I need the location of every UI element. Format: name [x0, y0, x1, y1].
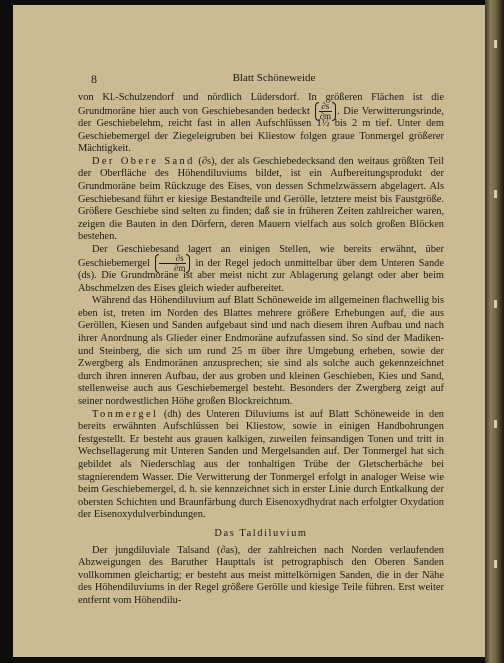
paragraph-text: (dh) des Unteren Diluviums ist auf Blatt Schöneweide in den bereits erwähnten Aufschlüssen bei Kliestow, sowie in einigen Handbohrungen festgestellt. Er besteht aus grauen kalkigen, zuweilen feinsandigen Tonen und tritt in Wechsellagerung mit Unteren Sanden und Mergelsanden auf. Der Tonmergel hat sich gebildet als Niederschlag aus der tonhaltigen Trübe der Gletscherbäche bei stagnierendem Wasser. Die Verwitterung der Tonmergel erfolgt in analoger Weise wie beim Geschiebemergel, d. h. sie kennzeichnet sich in erster Linie durch Entkalkung der obersten Schichten und Braunfärbung durch Eisenoxydhydrat nach erfolgter Oxydation der Eisenoxydulverbindungen.: [78, 408, 444, 521]
binding-stitch: [494, 560, 497, 568]
paragraph-oberer-sand: [78, 156, 444, 244]
fraction-numerator: ∂s: [159, 254, 186, 264]
binding-stitch: [494, 40, 497, 48]
fraction-symbol: [155, 254, 190, 273]
paragraph-text: . Die Verwitterungsrinde, der Geschiebelehm, reicht fast in allen Aufschlüssen 1½ bis 2 m tief. Unter dem Geschiebemergel der Ziegeleigruben bei Kliestow folgen graue Tonmergel größerer Mächtigkeit.: [78, 105, 445, 155]
paragraph-text: in der Regel jedoch unmittelbar über dem Unteren Sande (ds). Die Grundmoräne ist aber meist nicht zur Ablagerung gelangt oder aber beim Abschmelzen des Eises gleich wieder aufbereitet.: [78, 257, 444, 294]
fraction-denominator: ∂m: [319, 110, 332, 121]
paragraph-geschiebesand: [78, 244, 444, 295]
body-text: [78, 92, 444, 608]
page-number: 8: [91, 72, 97, 86]
paragraph-tonmergel: [78, 409, 444, 522]
running-title: Blatt Schöneweide: [232, 72, 316, 84]
paragraph-talsand: [78, 545, 444, 608]
paragraph-text: Während das Höhendiluvium auf Blatt Schöneweide im allgemeinen flachwellig bis eben ist, treten im Norden des Blattes mehrere größere Erhebungen auf, die aus Geröllen, Kiesen und Sanden aufgebaut sind und nach diesem ihren Aufbau und nach ihrer Anordnung als Glieder einer Endmoräne aufzufassen sind. So sind der Madiken- und Steinberg, die sich um rund 25 m über ihre Umgebung erheben, sowie der Zwergberg als Endmoränen anzusprechen; sie sind als solche auch gekennzeichnet durch ihren inneren Aufbau, der aus groben und kleinen Geschieben, Kies und Sand, stellenweise auch aus Geschiebemergel besteht. Besonders der Zwergberg zeigt auf seiner nordwestlichen Höhe großen Blockreichtum.: [78, 295, 444, 408]
binding-stitch: [494, 420, 497, 428]
page-header: [91, 72, 457, 86]
fraction-symbol: [315, 102, 336, 121]
paragraph-text: von Kl.-Schulzendorf und nördlich Lüdersdorf. In größeren Flächen ist die Grundmoräne hier auch von Geschiebesanden bedeckt: [78, 92, 444, 117]
paragraph-text: (∂s), der als Geschiebedecksand den weitaus größten Teil der Oberfläche des Höhendiluviums bildet, ist ein Aufbereitungsprodukt der Grundmoräne beim Rückzuge des Eises, von dessen Schmelzwässern abgelagert. Als Geschiebesand führt er kiesige Bestandteile und Gerölle, letztere meist bis Faustgröße. Größere Geschiebe sind selten zu finden; daß sie in früheren Zeiten zahlreicher waren, zeigen die Bauten in den Dörfern, deren Mauern vielfach aus solch großen Blöcken bestehen.: [78, 155, 444, 243]
paragraph-text: Der jungdiluviale Talsand (∂as), der zahlreichen nach Norden verlaufenden Abzweigungen des Baruther Haupttals ist petrographisch den Oberen Sanden vollkommen gleichartig; er besteht aus meist mittelkörnigen Sanden, die in der Nähe des Höhendiluviums in der Regel größere Gerölle und kiesige Teile führen. Erst weiter entfernt vom Höhendilu-: [78, 544, 444, 606]
spaced-term: Tonmergel: [92, 408, 159, 420]
spaced-term: Der Obere Sand: [92, 155, 195, 167]
fraction-denominator: ∂m: [173, 262, 186, 273]
fraction-numerator: ∂s: [319, 102, 332, 112]
binding-stitch: [494, 190, 497, 198]
paragraph-text: Der Geschiebesand lagert an einigen Stellen, wie bereits erwähnt, über Geschiebemergel: [78, 244, 444, 269]
section-heading: Das Taldiluvium: [214, 527, 308, 539]
paragraph-endmoraene: [78, 295, 444, 408]
binding-stitch: [494, 300, 497, 308]
paragraph-continuation: [78, 92, 444, 156]
